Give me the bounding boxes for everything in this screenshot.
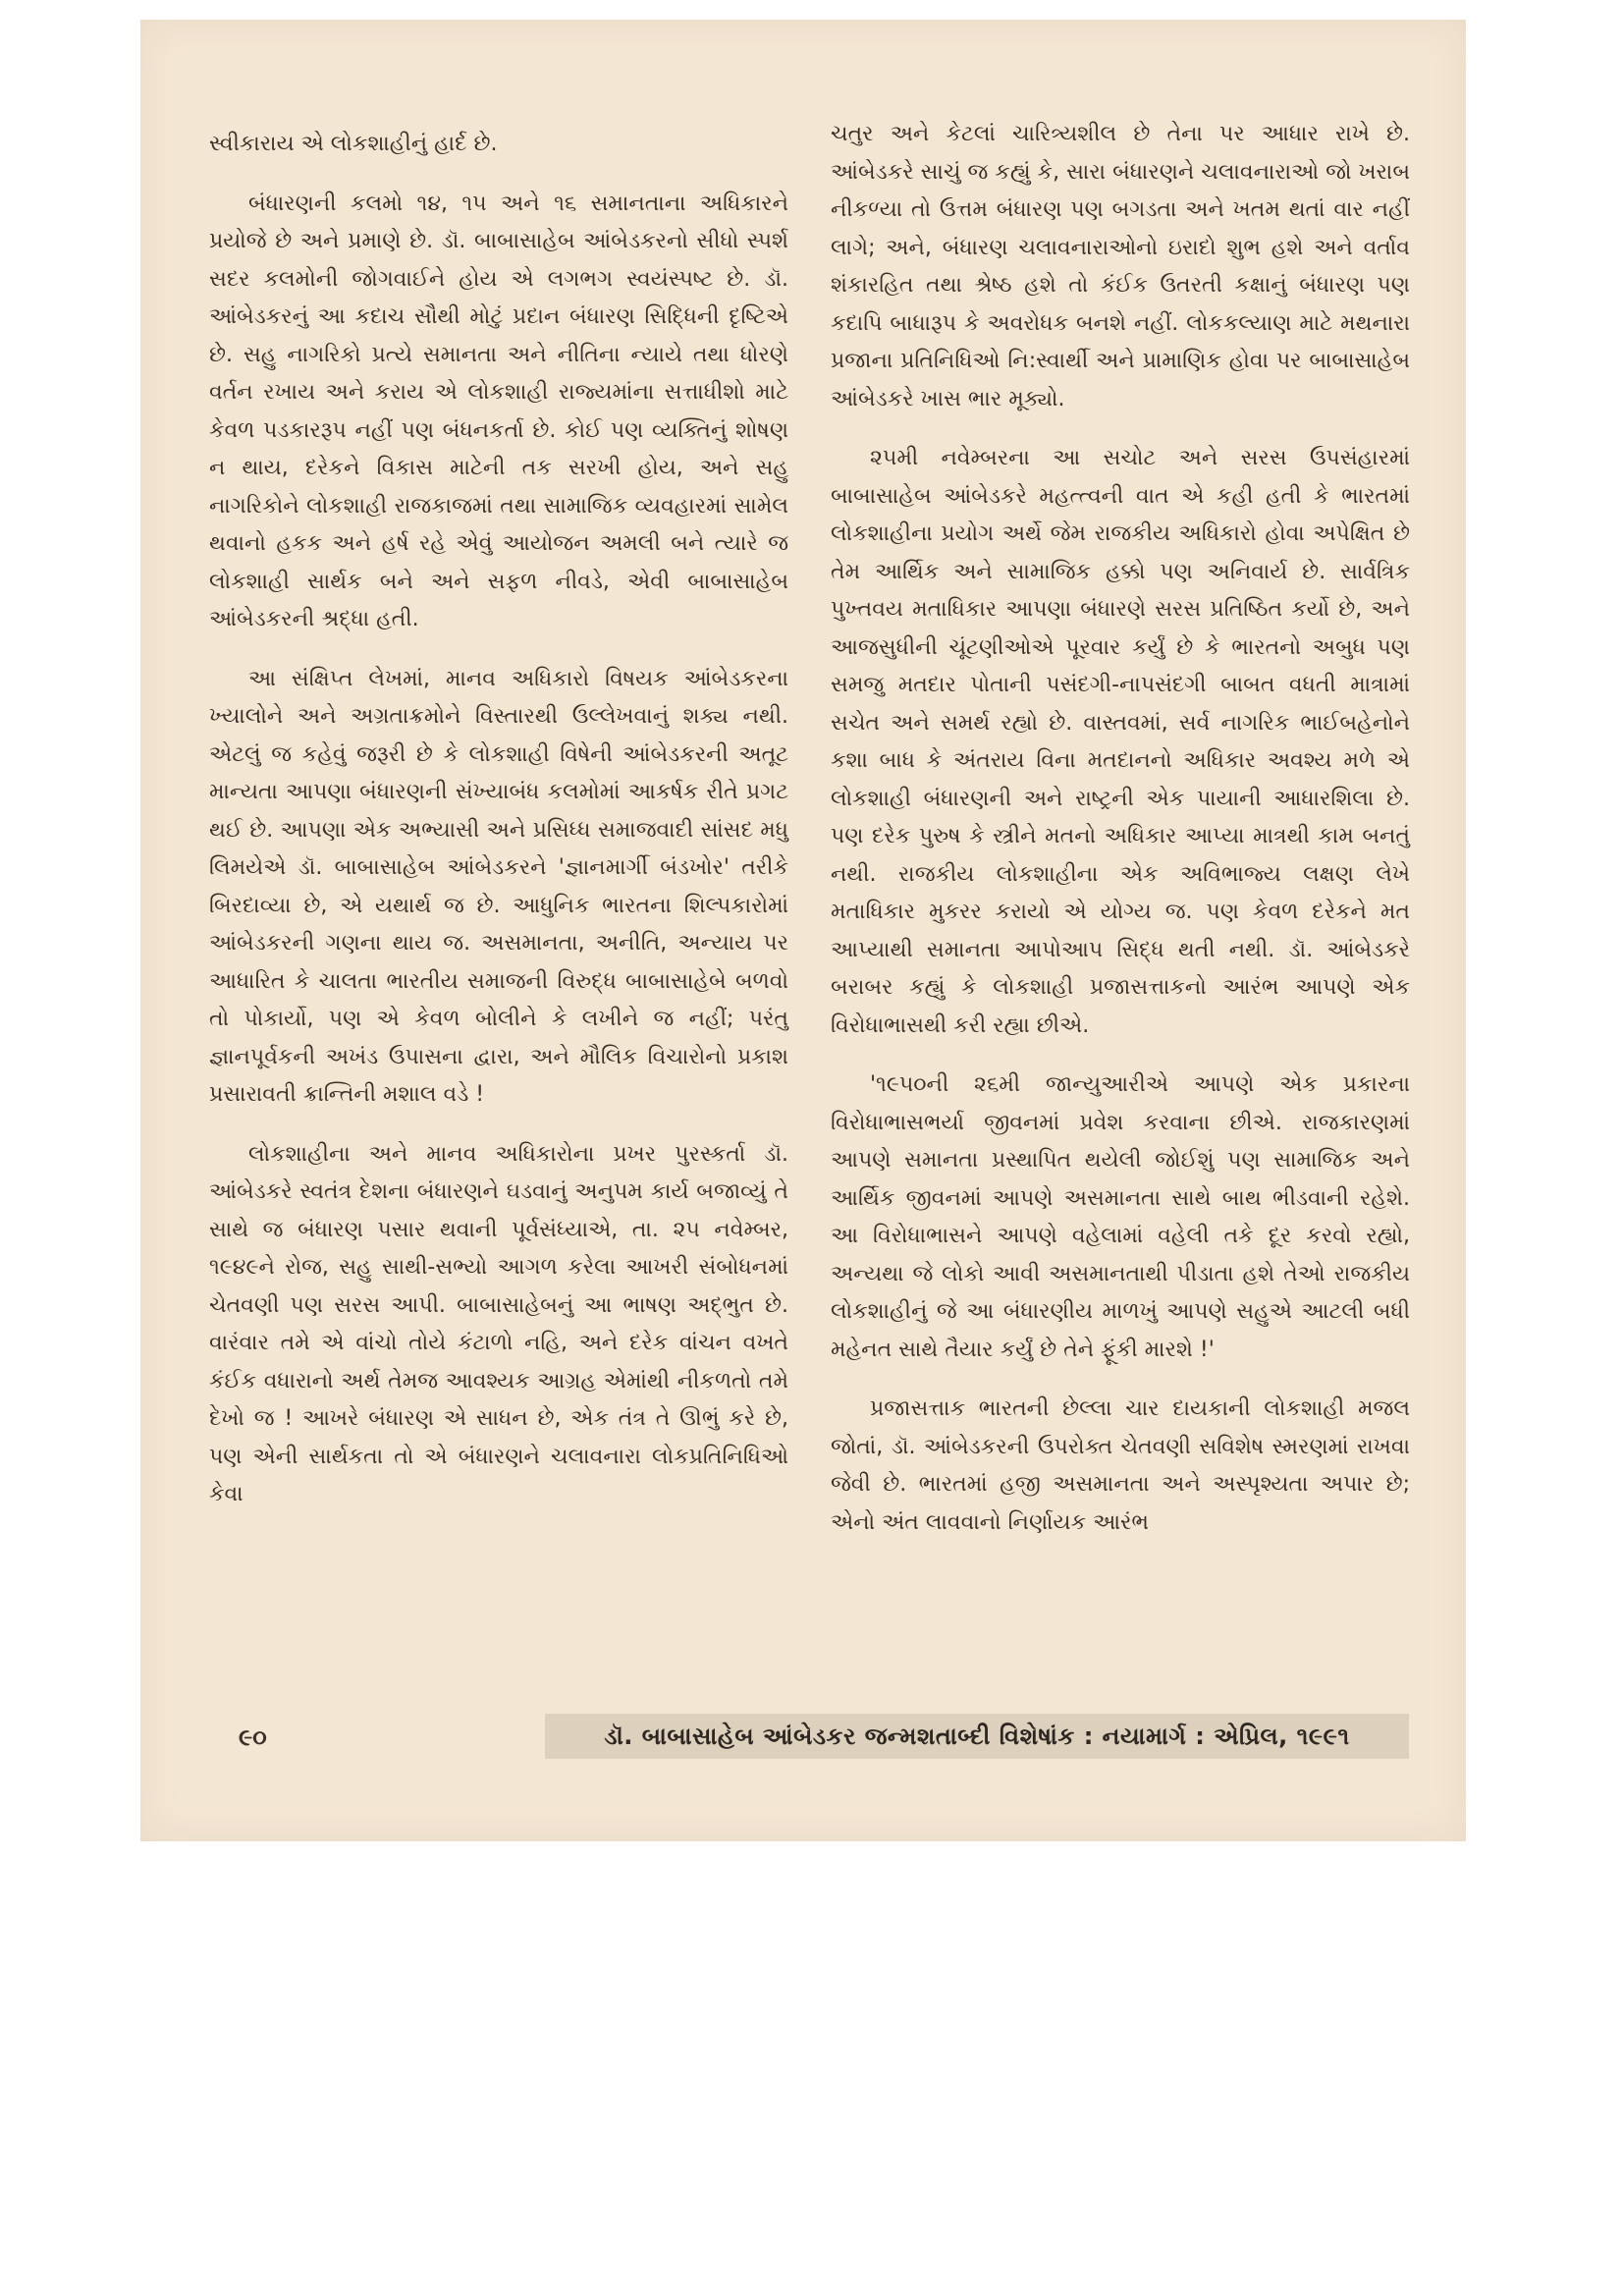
left-text-column: [209, 126, 788, 1536]
paragraph: સ્વીકારાય એ લોકશાહીનું હાર્દ છે.: [209, 132, 498, 156]
paragraph: લોકશાહીના અને માનવ અધિકારોના પ્રખર પુરસ્કર્તા ડૉ. આંબેડકરે સ્વતંત્ર દેશના બંધારણને ઘડવાનું અનુપમ કાર્ય બજાવ્યું તે સાથે જ બંધારણ પસાર થવાની પૂર્વસંધ્યાએ, તા. ૨૫ નવેમ્બર, ૧૯૪૯ને રોજ, સહુ સાથી-સભ્યો આગળ કરેલા આખરી સંબોધનમાં ચેતવણી પણ સરસ આપી. બાબાસાહેબનું આ ભાષણ અદ્ભુત છે. વારંવાર તમે એ વાંચો તોયે કંટાળો નહિ, અને દરેક વાંચન વખતે કંઈક વધારાનો અર્થ તેમજ આવશ્યક આગ્રહ એમાંથી નીકળતો તમે દેખો જ ! આખરે બંધારણ એ સાધન છે, એક તંત્ર તે ઊભું કરે છે, પણ એની સાર્થકતા તો એ બંધારણને ચલાવનારા લોકપ્રતિનિધિઓ કેવા: [209, 1141, 788, 1506]
magazine-page: [140, 20, 1466, 1841]
paragraph: બંધારણની કલમો ૧૪, ૧૫ અને ૧૬ સમાનતાના અધિકારને પ્રયોજે છે અને પ્રમાણે છે. ડૉ. બાબાસાહેબ આંબેડકરનો સીધો સ્પર્શ સદર કલમોની જોગવાઈને હોય એ લગભગ સ્વયંસ્પષ્ટ છે. ડૉ. આંબેડકરનું આ કદાચ સૌથી મોટું પ્રદાન બંધારણ સિદ્ધિની દૃષ્ટિએ છે. સહુ નાગરિકો પ્રત્યે સમાનતા અને નીતિના ન્યાયે તથા ધોરણે વર્તન રખાય અને કરાય એ લોકશાહી રાજ્યમાંના સત્તાધીશો માટે કેવળ પડકારરૂપ નહીં પણ બંધનકર્તા છે. કોઈ પણ વ્યક્તિનું શોષણ ન થાય, દરેકને વિકાસ માટેની તક સરખી હોય, અને સહુ નાગરિકોને લોકશાહી રાજકાજમાં તથા સામાજિક વ્યવહારમાં સામેલ થવાનો હકક અને હર્ષ રહે એવું આયોજન અમલી બને ત્યારે જ લોકશાહી સાર્થક બને અને સફળ નીવડે, એવી બાબાસાહેબ આંબેડકરની શ્રદ્ધા હતી.: [209, 191, 788, 631]
paragraph: ચતુર અને કેટલાં ચારિત્ર્યશીલ છે તેના પર આધાર રાખે છે. આંબેડકરે સાચું જ કહ્યું કે, સારા બંધારણને ચલાવનારાઓ જો ખરાબ નીકળ્યા તો ઉત્તમ બંધારણ પણ બગડતા અને ખતમ થતાં વાર નહીં લાગે; અને, બંધારણ ચલાવનારાઓનો ઇરાદો શુભ હશે અને વર્તાવ શંકારહિત તથા શ્રેષ્ઠ હશે તો કંઈક ઉતરતી કક્ષાનું બંધારણ પણ કદાપિ બાધારૂપ કે અવરોધક બનશે નહીં. લોકકલ્યાણ માટે મથનારા પ્રજાના પ્રતિનિધિઓ નિ:સ્વાર્થી અને પ્રામાણિક હોવા પર બાબાસાહેબ આંબેડકરે ખાસ ભાર મૂક્યો.: [831, 122, 1410, 411]
paragraph: આ સંક્ષિપ્ત લેખમાં, માનવ અધિકારો વિષયક આંબેડકરના ખ્યાલોને અને અગ્રતાક્રમોને વિસ્તારથી ઉલ્લેખવાનું શક્ય નથી. એટલું જ કહેવું જરૂરી છે કે લોકશાહી વિષેની આંબેડકરની અતૂટ માન્યતા આપણા બંધારણની સંખ્યાબંધ કલમોમાં આકર્ષક રીતે પ્રગટ થઈ છે. આપણા એક અભ્યાસી અને પ્રસિધ્ધ સમાજવાદી સાંસદ મધુ લિમયેએ ડૉ. બાબાસાહેબ આંબેડકરને 'જ્ઞાનમાર્ગી બંડખોર' તરીકે બિરદાવ્યા છે, એ યથાર્થ જ છે. આધુનિક ભારતના શિલ્પકારોમાં આંબેડકરની ગણના થાય જ. અસમાનતા, અનીતિ, અન્યાય પર આધારિત કે ચાલતા ભારતીય સમાજની વિરુદ્ધ બાબાસાહેબે બળવો તો પોકાર્યો, પણ એ કેવળ બોલીને કે લખીને જ નહીં; પરંતુ જ્ઞાનપૂર્વકની અખંડ ઉપાસના દ્વારા, અને મૌલિક વિચારોનો પ્રકાશ પ્રસારાવતી ક્રાન્તિની મશાલ વડે !: [209, 666, 788, 1107]
paragraph: '૧૯૫૦ની ૨૬મી જાન્યુઆરીએ આપણે એક પ્રકારના વિરોધાભાસભર્યા જીવનમાં પ્રવેશ કરવાના છીએ. રાજકારણમાં આપણે સમાનતા પ્રસ્થાપિત થયેલી જોઈશું પણ સામાજિક અને આર્થિક જીવનમાં આપણે અસમાનતા સાથે બાથ ભીડવાની રહેશે. આ વિરોધાભાસને આપણે વહેલામાં વહેલી તકે દૂર કરવો રહ્યો, અન્યથા જે લોકો આવી અસમાનતાથી પીડાતા હશે તેઓ રાજકીય લોકશાહીનું જે આ બંધારણીય માળખું આપણે સહુએ આટલી બધી મહેનત સાથે તૈયાર કર્યું છે તેને ફૂંકી મારશે !': [831, 1072, 1410, 1362]
running-footer-title: ડૉ. બાબાસાહેબ આંબેડકર જન્મશતાબ્દી વિશેષાંક : નયામાર્ગ : એપ્રિલ, ૧૯૯૧: [545, 1714, 1409, 1759]
paragraph: પ્રજાસત્તાક ભારતની છેલ્લા ચાર દાયકાની લોકશાહી મજલ જોતાં, ડૉ. આંબેડકરની ઉપરોક્ત ચેતવણી સવિશેષ સ્મરણમાં રાખવા જેવી છે. ભારતમાં હજી અસમાનતા અને અસ્પૃશ્યતા અપાર છે; એનો અંત લાવવાનો નિર્ણાયક આરંભ: [831, 1396, 1410, 1535]
paragraph: ૨૫મી નવેમ્બરના આ સચોટ અને સરસ ઉપસંહારમાં બાબાસાહેબ આંબેડકરે મહત્ત્વની વાત એ કહી હતી કે ભારતમાં લોકશાહીના પ્રયોગ અર્થે જેમ રાજકીય અધિકારો હોવા અપેક્ષિત છે તેમ આર્થિક અને સામાજિક હક્કો પણ અનિવાર્ય છે. સાર્વત્રિક પુખ્તવય મતાધિકાર આપણા બંધારણે સરસ પ્રતિષ્ઠિત કર્યો છે, અને આજસુધીની ચૂંટણીઓએ પૂરવાર કર્યું છે કે ભારતનો અબુધ પણ સમજુ મતદાર પોતાની પસંદગી-નાપસંદગી બાબત વધતી માત્રામાં સચેત અને સમર્થ રહ્યો છે. વાસ્તવમાં, સર્વ નાગરિક ભાઈબહેનોને કશા બાધ કે અંતરાય વિના મતદાનનો અધિકાર અવશ્ય મળે એ લોકશાહી બંધારણની અને રાષ્ટ્રની એક પાયાની આધારશિલા છે. પણ દરેક પુરુષ કે સ્ત્રીને મતનો અધિકાર આપ્યા માત્રથી કામ બનતું નથી. રાજકીય લોકશાહીના એક અવિભાજ્ય લક્ષણ લેખે મતાધિકાર મુકરર કરાયો એ યોગ્ય જ. પણ કેવળ દરેકને મત આપ્યાથી સમાનતા આપોઆપ સિદ્ધ થતી નથી. ડૉ. આંબેડકરે બરાબર કહ્યું કે લોકશાહી પ્રજાસત્તાકનો આરંભ આપણે એક વિરોધાભાસથી કરી રહ્યા છીએ.: [831, 446, 1410, 1038]
page-number: ૯૦: [239, 1723, 267, 1751]
right-text-column: [831, 116, 1410, 1563]
